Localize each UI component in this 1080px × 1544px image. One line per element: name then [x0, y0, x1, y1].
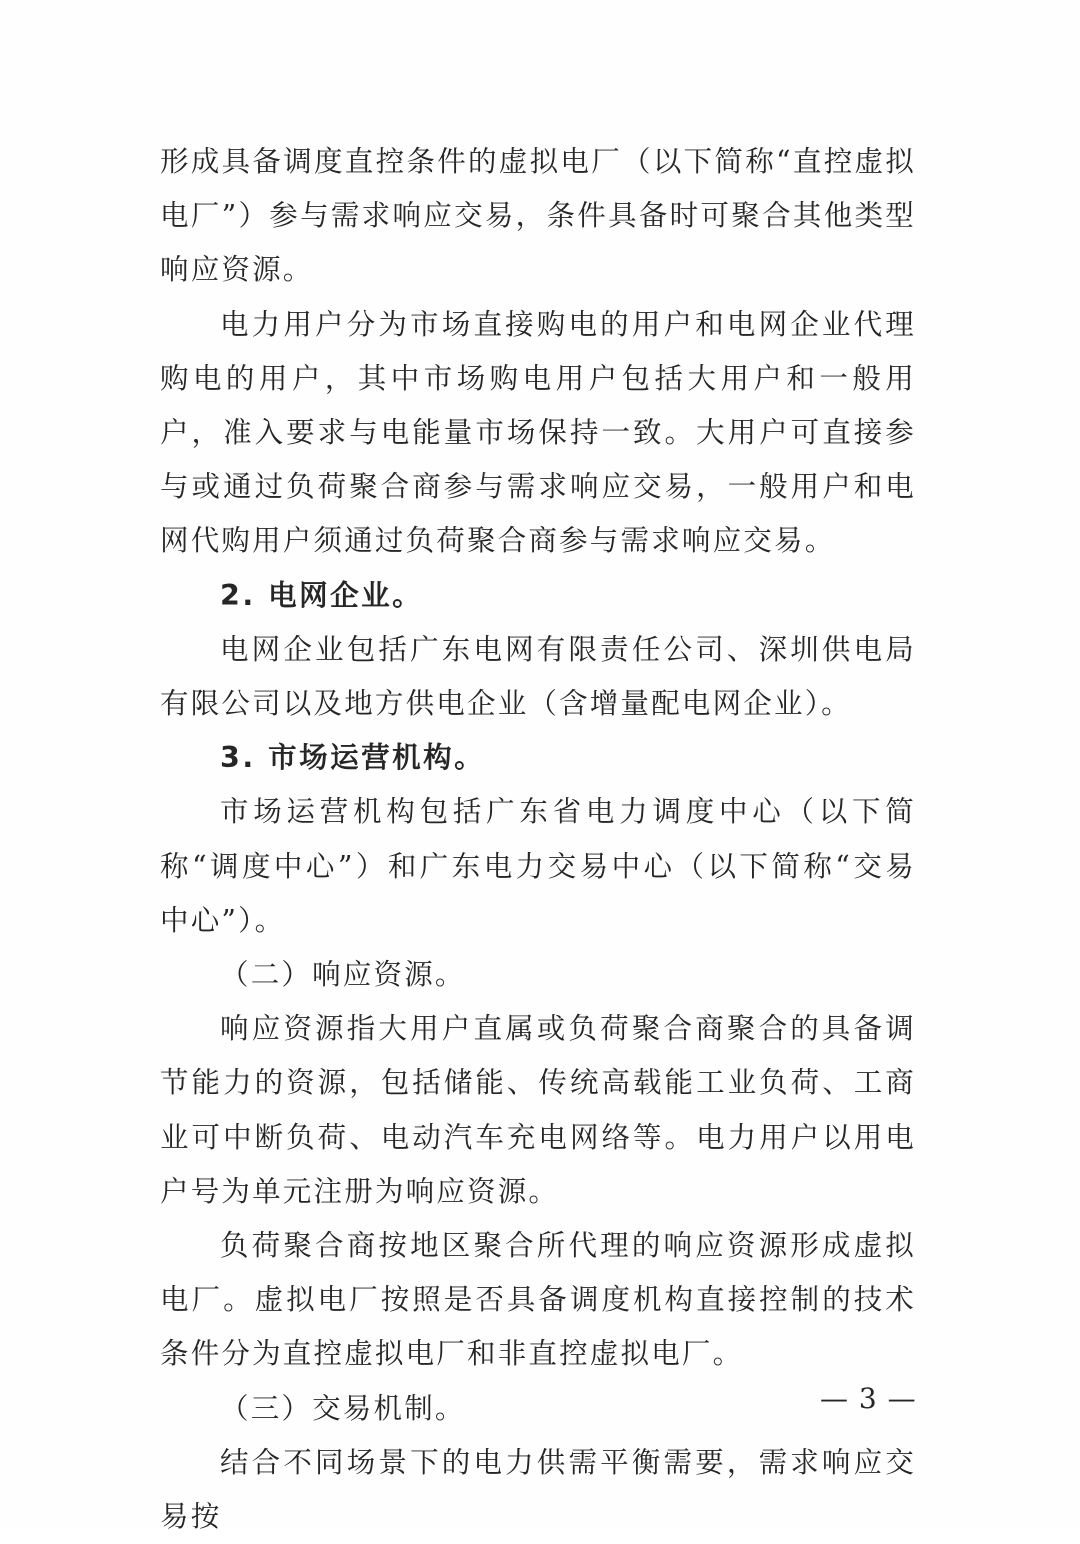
paragraph-grid-enterprises: 电网企业包括广东电网有限责任公司、深圳供电局有限公司以及地方供电企业（含增量配电网企业）。	[160, 632, 916, 721]
section-heading-trading-mechanism: （三）交易机制。	[220, 1391, 466, 1425]
heading-market-operators: 3. 市场运营机构。	[220, 741, 486, 775]
paragraph-response-resources: 响应资源指大用户直属或负荷聚合商聚合的具备调节能力的资源，包括储能、传统高载能工业负荷、工商业可中断负荷、电动汽车充电网络等。电力用户以用电户号为单元注册为响应资源。	[160, 1012, 916, 1208]
heading-grid-enterprises: 2. 电网企业。	[220, 578, 424, 612]
paragraph-virtual-power-plant: 负荷聚合商按地区聚合所代理的响应资源形成虚拟电厂。虚拟电厂按照是否具备调度机构直接控制的技术条件分为直控虚拟电厂和非直控虚拟电厂。	[160, 1229, 916, 1371]
section-heading-response-resources: （二）响应资源。	[220, 958, 466, 992]
page-number: — 3 —	[820, 1382, 917, 1415]
paragraph-trading-mechanism: 结合不同场景下的电力供需平衡需要，需求响应交易按	[160, 1445, 916, 1534]
paragraph-market-operators: 市场运营机构包括广东省电力调度中心（以下简称“调度中心”）和广东电力交易中心（以下简称“交易中心”）。	[160, 795, 916, 937]
document-body	[160, 135, 916, 1544]
paragraph-power-users: 电力用户分为市场直接购电的用户和电网企业代理购电的用户，其中市场购电用户包括大用户和一般用户，准入要求与电能量市场保持一致。大用户可直接参与或通过负荷聚合商参与需求响应交易，一般用户和电网代购用户须通过负荷聚合商参与需求响应交易。	[160, 307, 916, 558]
paragraph-continuation: 形成具备调度直控条件的虚拟电厂（以下简称“直控虚拟电厂”）参与需求响应交易，条件具备时可聚合其他类型响应资源。	[160, 145, 916, 287]
